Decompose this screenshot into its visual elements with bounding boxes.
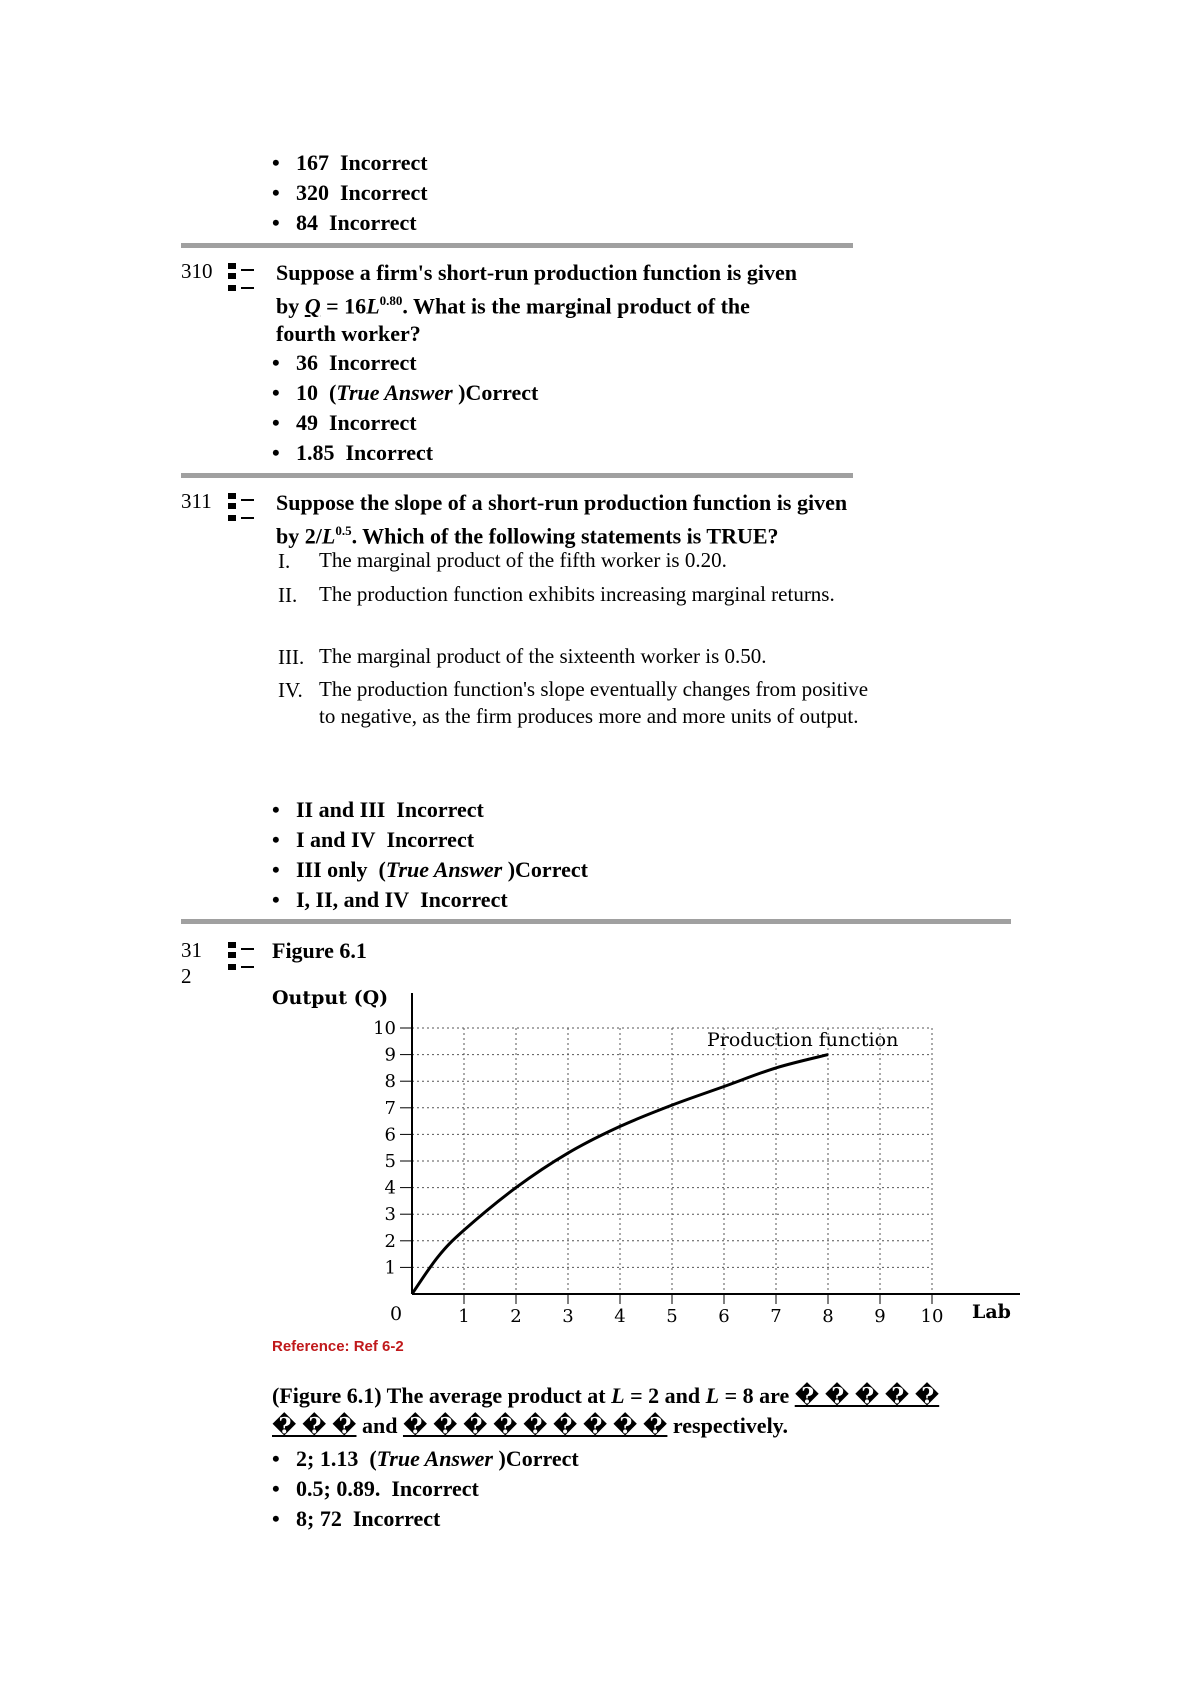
q310-option-2[interactable]: • 10 (True Answer )Correct: [272, 380, 539, 405]
origin-label: 0: [390, 1303, 403, 1325]
question-line: [272, 1411, 1012, 1441]
x-tick-label: 6: [718, 1306, 730, 1327]
y-tick-label: 2: [384, 1230, 396, 1252]
question-text: [276, 489, 847, 550]
statement-text: The production function's slope eventually changes from positive to negative, as the firm produces more and more units of output.: [319, 677, 869, 728]
option-value: I and IV: [296, 827, 376, 852]
question-segment: . Which of the following statements is TRUE?: [351, 523, 779, 549]
option-result: Incorrect: [329, 350, 417, 375]
bullet-icon: •: [272, 150, 280, 175]
option-value: 1.85: [296, 440, 335, 465]
true-answer-label: True Answer: [336, 380, 453, 405]
separator-rule: [181, 243, 853, 248]
bullet-icon: •: [272, 410, 280, 435]
option-value: 167: [296, 150, 329, 175]
option-result: Correct: [515, 857, 588, 882]
multiple-choice-icon: [226, 939, 264, 977]
option-value: 0.5; 0.89.: [296, 1476, 381, 1501]
separator-rule: [181, 919, 1011, 924]
option-result: Correct: [505, 1446, 579, 1471]
x-tick-label: 4: [614, 1306, 626, 1327]
option-value: 10: [296, 380, 318, 405]
option-value: III only: [296, 857, 368, 882]
bullet-icon: •: [272, 1476, 280, 1501]
option-value: 320: [296, 180, 329, 205]
exponent: 0.80: [379, 293, 403, 308]
question-segment: and: [356, 1413, 403, 1438]
series-label: Production function: [707, 1029, 899, 1051]
option-result: Incorrect: [340, 180, 428, 205]
y-tick-label: 4: [384, 1177, 396, 1199]
question-segment: = 2 and: [624, 1383, 706, 1408]
statement-text: The marginal product of the sixteenth worker is 0.50.: [319, 644, 767, 668]
bullet-icon: •: [272, 350, 280, 375]
y-tick-label: 10: [373, 1018, 396, 1039]
option-result: Incorrect: [391, 1476, 479, 1501]
statement-text: The production function exhibits increasing marginal returns.: [319, 582, 835, 606]
answer-blank-2[interactable]: � � � � � � � � �: [402, 1413, 668, 1438]
variable-l: L: [366, 293, 380, 319]
multiple-choice-icon: [226, 490, 264, 528]
option-result: Incorrect: [352, 1506, 441, 1531]
question-line: fourth worker?: [276, 321, 421, 347]
question-line: Suppose a firm's short-run production function is given: [276, 260, 797, 285]
question-segment: . What is the marginal product of the: [402, 293, 750, 319]
variable-l: L: [705, 1383, 720, 1408]
q311-option-4[interactable]: [272, 887, 508, 913]
x-tick-label: 9: [874, 1306, 886, 1327]
q309-option-1[interactable]: [272, 150, 428, 176]
q312-option-3[interactable]: [272, 1506, 440, 1532]
statement-numeral: II.: [278, 583, 298, 607]
x-tick-label: 8: [822, 1306, 834, 1327]
x-tick-label: 1: [458, 1306, 470, 1327]
q309-option-2[interactable]: [272, 180, 428, 206]
true-answer-label: True Answer: [376, 1446, 493, 1471]
question-line: [276, 517, 847, 550]
q312-option-2[interactable]: [272, 1476, 479, 1502]
question-segment: by 2/: [276, 523, 322, 549]
q311-option-1[interactable]: [272, 797, 484, 823]
y-tick-label: 3: [384, 1204, 396, 1226]
y-tick-label: 8: [384, 1071, 396, 1093]
exponent: 0.5: [335, 523, 352, 538]
option-result: Incorrect: [396, 797, 484, 822]
option-result: Incorrect: [386, 827, 475, 852]
answer-blank-1-cont[interactable]: � � �: [272, 1413, 357, 1438]
option-result: Incorrect: [345, 440, 434, 465]
option-value: 2; 1.13: [296, 1446, 359, 1471]
variable-l: L: [321, 523, 336, 549]
y-tick-label: 5: [384, 1151, 396, 1172]
question-line: [276, 287, 797, 320]
statement-numeral: I.: [278, 549, 291, 573]
question-number: 311: [181, 489, 212, 513]
x-tick-label: 10: [920, 1306, 944, 1327]
bullet-icon: •: [272, 857, 280, 882]
question-line: [272, 1381, 1012, 1411]
x-axis-label: Lab: [972, 1301, 1011, 1323]
statement-numeral: IV.: [278, 678, 303, 702]
question-segment: = 8 are: [719, 1383, 795, 1408]
bullet-icon: •: [272, 1446, 280, 1471]
statement-numeral: III.: [278, 645, 305, 669]
separator-rule: [181, 473, 853, 478]
bullet-icon: •: [272, 797, 280, 822]
multiple-choice-icon: [226, 260, 264, 298]
true-answer-label: True Answer: [385, 857, 503, 882]
question-number-line: 31: [181, 938, 202, 962]
question-line: Suppose the slope of a short-run production function is given: [276, 490, 848, 515]
bullet-icon: •: [272, 1506, 280, 1531]
q310-option-3[interactable]: [272, 410, 417, 436]
question-segment: (Figure 6.1) The average product at: [272, 1383, 612, 1408]
question-text: [276, 259, 797, 348]
question-text: [272, 1381, 1012, 1441]
reference-label: Reference: Ref 6-2: [272, 1338, 404, 1355]
bullet-icon: •: [272, 440, 280, 465]
option-result: Incorrect: [329, 410, 417, 435]
option-value: 36: [296, 350, 318, 375]
y-tick-label: 1: [384, 1257, 396, 1279]
option-result: Incorrect: [329, 210, 417, 235]
x-tick-label: 2: [510, 1306, 522, 1327]
q312-option-1[interactable]: • 2; 1.13 (True Answer )Correct: [272, 1446, 579, 1471]
question-segment: respectively.: [667, 1413, 788, 1438]
q311-option-2[interactable]: [272, 827, 474, 853]
variable-q: Q: [304, 293, 321, 319]
variable-l: L: [611, 1383, 625, 1408]
chart-ticks: [373, 1018, 943, 1327]
y-tick-label: 6: [384, 1124, 396, 1146]
q310-option-1[interactable]: [272, 350, 417, 376]
q311-option-3[interactable]: • III only (True Answer )Correct: [272, 857, 588, 882]
chart-grid: [412, 1028, 932, 1294]
question-number: 310: [181, 259, 213, 283]
x-tick-label: 3: [562, 1306, 574, 1327]
x-tick-label: 5: [666, 1306, 678, 1327]
bullet-icon: •: [272, 827, 280, 852]
y-tick-label: 9: [384, 1044, 396, 1066]
option-value: II and III: [296, 797, 386, 822]
y-axis-label: Output (Q): [272, 987, 389, 1009]
x-tick-label: 7: [770, 1306, 782, 1327]
figure-title: Figure 6.1: [272, 938, 367, 963]
question-number: [181, 937, 202, 989]
option-result: Incorrect: [420, 887, 508, 912]
bullet-icon: •: [272, 180, 280, 205]
option-value: 84: [296, 210, 318, 235]
option-result: Correct: [465, 380, 539, 405]
q309-option-3[interactable]: [272, 210, 417, 236]
bullet-icon: •: [272, 887, 280, 912]
option-result: Incorrect: [340, 150, 428, 175]
option-value: 49: [296, 410, 318, 435]
y-tick-label: 7: [384, 1097, 396, 1119]
statement-text: The marginal product of the fifth worker is 0.20.: [319, 548, 727, 572]
option-value: I, II, and IV: [296, 887, 410, 912]
question-number-line: 2: [181, 964, 192, 988]
bullet-icon: •: [272, 380, 280, 405]
question-segment: by: [276, 293, 305, 319]
q310-option-4[interactable]: [272, 440, 433, 466]
bullet-icon: •: [272, 210, 280, 235]
answer-blank-1[interactable]: � � � � �: [794, 1383, 940, 1408]
production-function-chart: [260, 985, 1030, 1335]
question-segment: = 16: [320, 293, 367, 319]
option-value: 8; 72: [296, 1506, 342, 1531]
